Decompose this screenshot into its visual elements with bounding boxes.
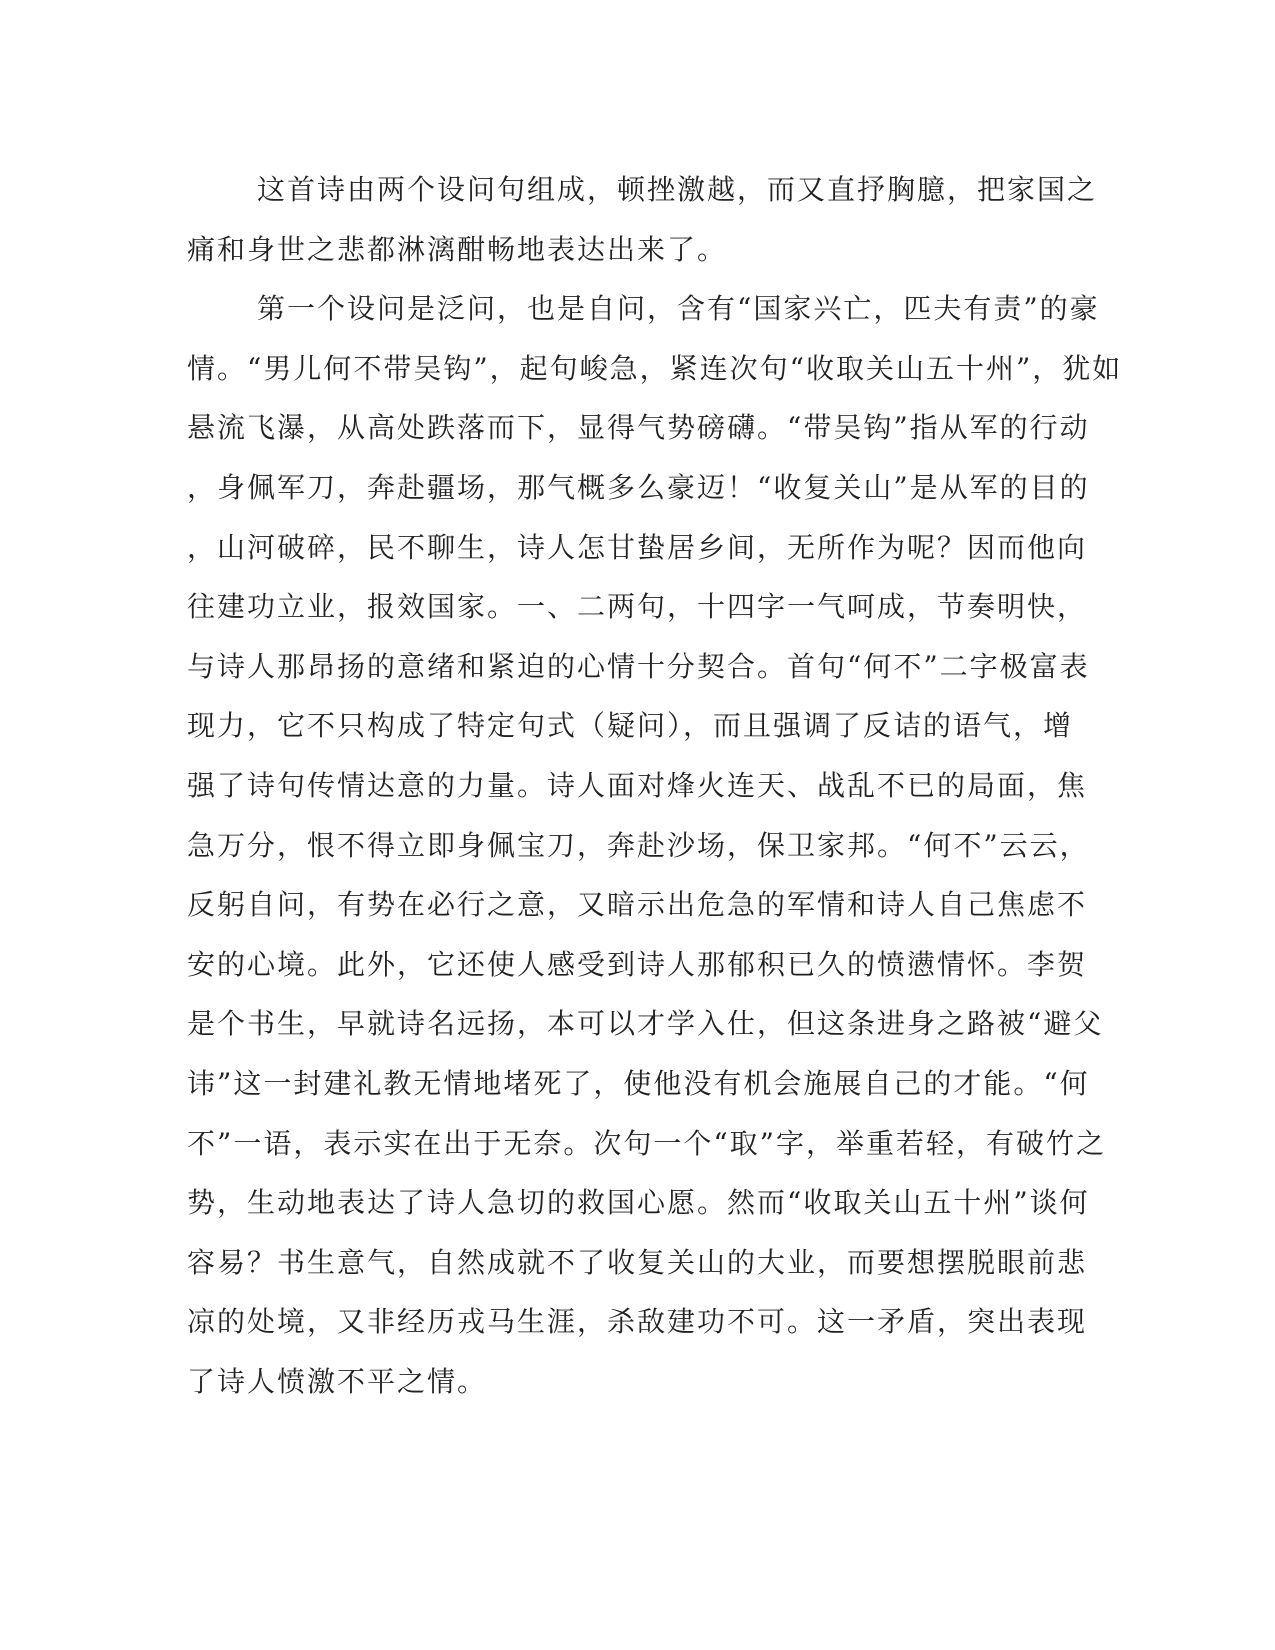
paragraph-2-line-14: 讳”这一封建礼教无情地堵死了，使他没有机会施展自己的才能。“何 bbox=[187, 1066, 1090, 1100]
paragraph-2-line-6: 往建功立业，报效国家。一、二两句，十四字一气呵成，节奏明快， bbox=[187, 590, 1088, 624]
paragraph-2-line-13: 是个书生，早就诗名远扬，本可以才学入仕，但这条进身之路被“避父 bbox=[187, 1007, 1104, 1041]
paragraph-2-line-15: 不”一语，表示实在出于无奈。次句一个“取”字，举重若轻，有破竹之 bbox=[187, 1126, 1106, 1160]
paragraph-1-line-2: 痛和身世之悲都淋漓酣畅地表达出来了。 bbox=[187, 232, 728, 266]
paragraph-2-line-16: 势，生动地表达了诗人急切的救国心愿。然而“收取关山五十州”谈何 bbox=[187, 1186, 1090, 1220]
paragraph-2-line-18: 凉的处境，又非经历戎马生涯，杀敌建功不可。这一矛盾，突出表现 bbox=[187, 1305, 1088, 1339]
paragraph-2-line-12: 安的心境。此外，它还使人感受到诗人那郁积已久的愤懑情怀。李贺 bbox=[187, 947, 1088, 981]
paragraph-2-line-3: 悬流飞瀑，从高处跌落而下，显得气势磅礴。“带吴钩”指从军的行动 bbox=[187, 411, 1090, 445]
paragraph-1-line-1: 这首诗由两个设问句组成，顿挫激越，而又直抒胸臆，把家国之 bbox=[257, 173, 1098, 206]
paragraph-2-line-1: 第一个设问是泛问，也是自问，含有“国家兴亡，匹夫有责”的豪 bbox=[257, 292, 1100, 326]
paragraph-2-line-9: 强了诗句传情达意的力量。诗人面对烽火连天、战乱不已的局面，焦 bbox=[187, 768, 1088, 802]
paragraph-2-line-17: 容易？书生意气，自然成就不了收复关山的大业，而要想摆脱眼前悲 bbox=[187, 1245, 1088, 1279]
paragraph-2-line-5: ，山河破碎，民不聊生，诗人怎甘蛰居乡间，无所作为呢？因而他向 bbox=[187, 530, 1088, 564]
paragraph-2-line-19: 了诗人愤激不平之情。 bbox=[187, 1364, 488, 1398]
document-body bbox=[187, 160, 1123, 1411]
paragraph-2-line-4: ，身佩军刀，奔赴疆场，那气概多么豪迈！“收复关山”是从军的目的 bbox=[187, 470, 1090, 504]
paragraph-2-line-11: 反躬自问，有势在必行之意，又暗示出危急的军情和诗人自己焦虑不 bbox=[187, 888, 1088, 922]
paragraph-2-line-7: 与诗人那昂扬的意绪和紧迫的心情十分契合。首句“何不”二字极富表 bbox=[187, 649, 1090, 683]
paragraph-2-line-2: 情。“男儿何不带吴钩”，起句峻急，紧连次句“收取关山五十州”，犹如 bbox=[187, 351, 1123, 385]
paragraph-2-line-10: 急万分，恨不得立即身佩宝刀，奔赴沙场，保卫家邦。“何不”云云， bbox=[187, 828, 1090, 862]
paragraph-2-line-8: 现力，它不只构成了特定句式（疑问），而且强调了反诘的语气，增 bbox=[187, 709, 1074, 743]
